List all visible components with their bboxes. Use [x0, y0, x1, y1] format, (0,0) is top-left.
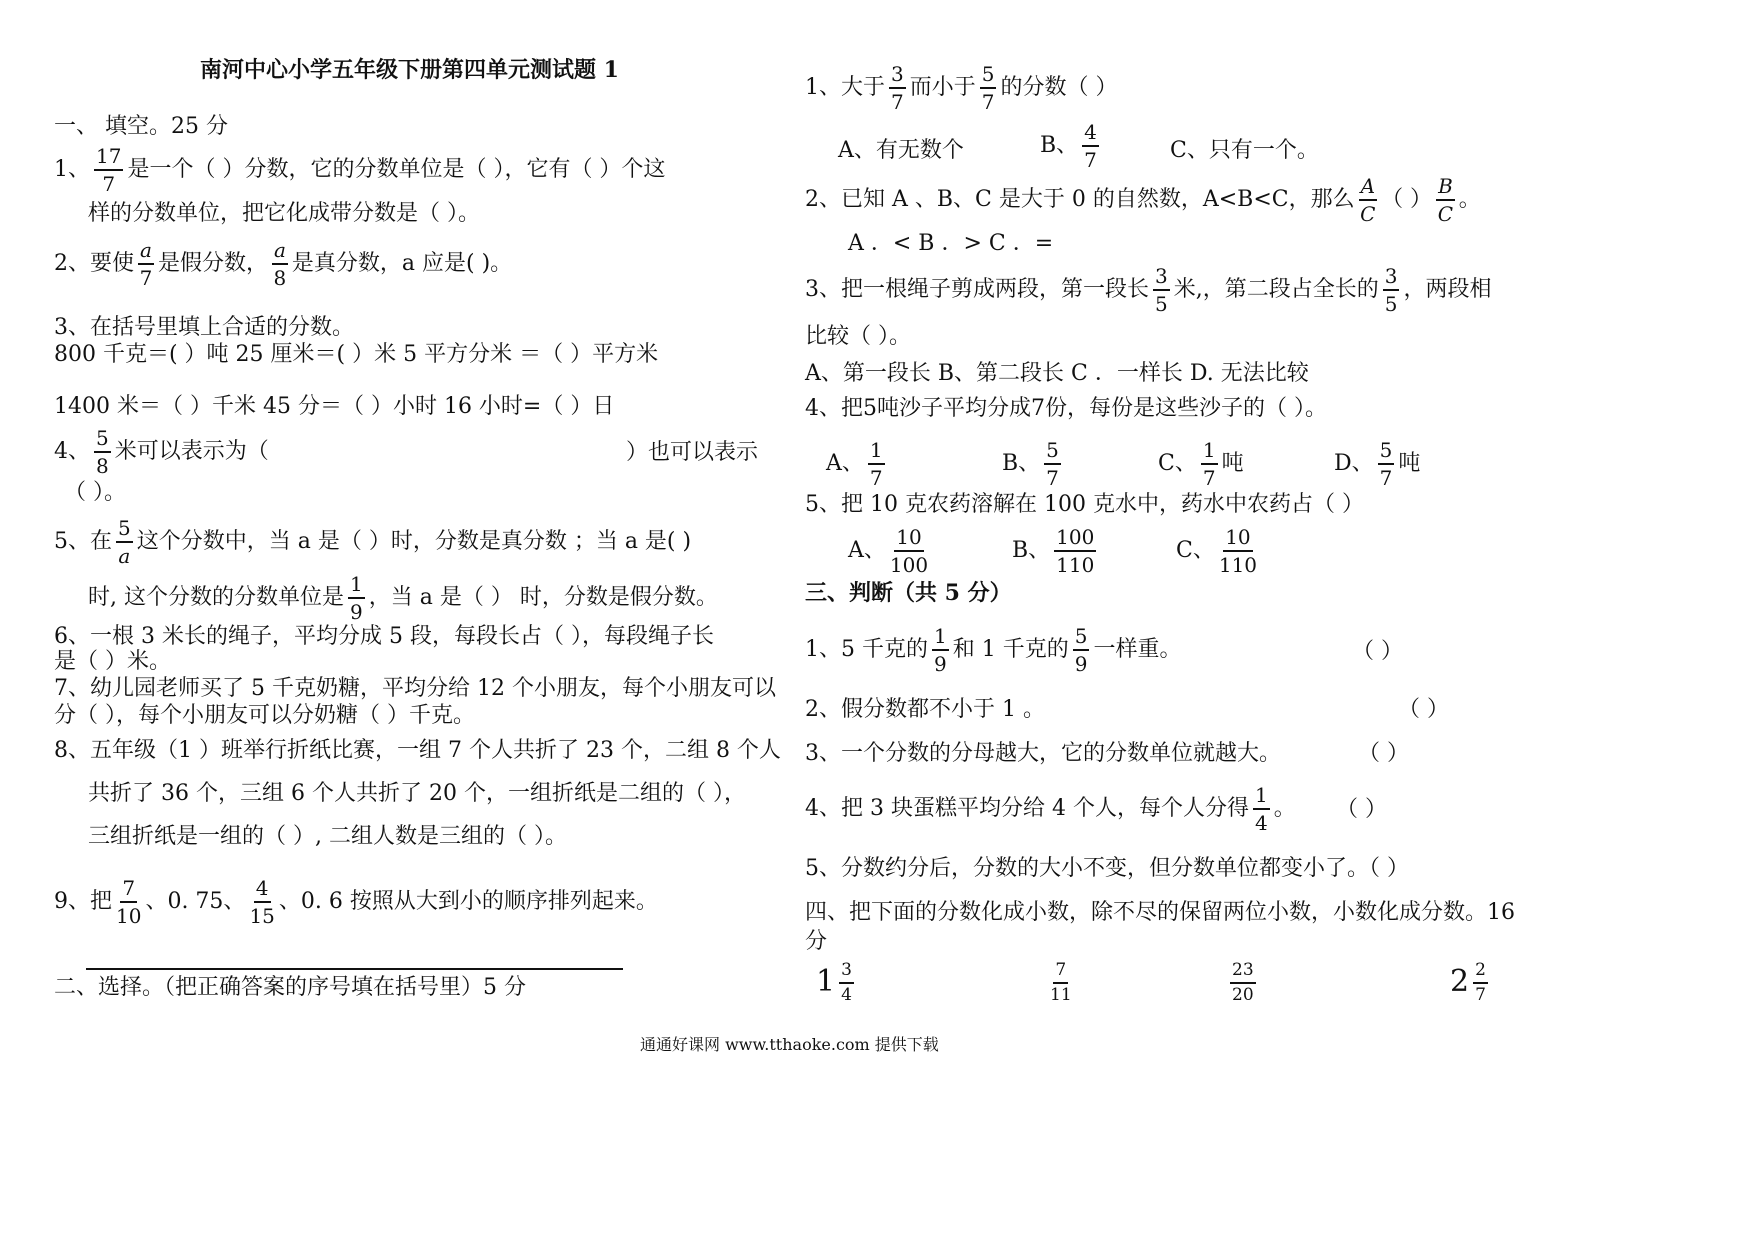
- choice-question-4: 4、把5吨沙子平均分成7份，每份是这些沙子的（ ）。: [805, 396, 1327, 421]
- fill-question-3-row1: 800 千克＝( ）吨 25 厘米＝( ）米 5 平方分米 ＝（ ）平方米: [54, 342, 659, 367]
- fraction: $\frac{17}{7}$: [96, 144, 122, 196]
- section-4-heading-line2: 分: [805, 929, 828, 954]
- choice-question-5: 5、把 10 克农药溶解在 100 克水中，药水中农药占（ ）: [805, 492, 1364, 517]
- fill-question-8-line3: 三组折纸是一组的（ ）, 二组人数是三组的（ ）。: [88, 824, 567, 849]
- choice-1-option-c: C、只有一个。: [1170, 138, 1319, 163]
- judge-question-4: 4、把 3 块蛋糕平均分给 4 个人，每个人分得 $\frac{1}{4}$ 。: [805, 783, 1296, 835]
- choice-5-option-a: A、 $\frac{10}{100}$: [848, 525, 929, 577]
- choice-1-option-b: B、 $\frac{4}{7}$: [1040, 120, 1097, 172]
- fill-question-3-row2: 1400 米＝（ ）千米 45 分＝（ ）小时 16 小时=（ ）日: [54, 394, 615, 419]
- section-2-heading: 二、选择。（把正确答案的序号填在括号里）5 分: [54, 975, 526, 1000]
- fill-question-2: 2、要使 $\frac{a}{7}$ 是假分数， $\frac{a}{8}$ 是真分数，a 应是( )。: [54, 238, 513, 290]
- divider-line: [86, 968, 623, 970]
- judge-2-answer-paren: （ ）: [1398, 697, 1449, 722]
- fill-question-5: 5、在 $\frac{5}{a}$ 这个分数中，当 a 是（ ）时，分数是真分数 ；当 a 是( ): [54, 516, 692, 568]
- judge-question-5: 5、分数约分后，分数的大小不变，但分数单位都变小了。（ ）: [805, 856, 1409, 881]
- fill-question-1: 1、 $\frac{17}{7}$ 是一个（ ）分数，它的分数单位是（ ），它有（ ）个这: [54, 144, 666, 196]
- fill-question-4-line2: （ ）。: [64, 480, 126, 505]
- choice-question-3: 3、把一根绳子剪成两段，第一段长 $\frac{3}{5}$ 米,，第二段占全长的 $\frac{3}{5}$ ，两段相: [805, 264, 1492, 316]
- fill-question-9: 9、把 $\frac{7}{10}$ 、0. 75、 $\frac{4}{15}$ 、0. 6 按照从大到小的顺序排列起来。: [54, 876, 658, 928]
- fill-question-4-tail: ）也可以表示: [626, 440, 759, 465]
- choice-5-option-b: B、 $\frac{100}{110}$: [1012, 525, 1095, 577]
- fill-question-6-line2: 是（ ）米。: [54, 649, 171, 674]
- choice-4-option-c: C、 $\frac{1}{7}$ 吨: [1158, 438, 1244, 490]
- choice-question-1: 1、大于 $\frac{3}{7}$ 而小于 $\frac{5}{7}$ 的分数（ ）: [805, 62, 1118, 114]
- page-footer: 通通好课网 www.tthaoke.com 提供下载: [640, 1035, 939, 1054]
- section-3-heading: 三、判断（共 5 分）: [805, 580, 1012, 606]
- convert-item-2: $\frac{7}{11}$: [1050, 960, 1072, 1005]
- choice-4-option-d: D、 $\frac{5}{7}$ 吨: [1334, 438, 1421, 490]
- choice-2-options: A ．< B ．> C ．=: [848, 231, 1054, 256]
- choice-4-option-a: A、 $\frac{1}{7}$: [826, 438, 883, 490]
- judge-3-answer-paren: （ ）: [1358, 741, 1409, 766]
- choice-question-3-line2: 比较（ ）。: [805, 324, 911, 349]
- section-4-heading: 四、把下面的分数化成小数，除不尽的保留两位小数，小数化成分数。16: [805, 900, 1515, 925]
- choice-1-option-a: A、有无数个: [838, 138, 964, 163]
- judge-1-answer-paren: （ ）: [1352, 639, 1403, 664]
- convert-item-1: 1 $\frac{3}{4}$: [816, 960, 852, 1005]
- page-title: 南河中心小学五年级下册第四单元测试题 1: [200, 57, 619, 83]
- fill-question-6: 6、一根 3 米长的绳子，平均分成 5 段，每段长占（ ），每段绳子长: [54, 624, 714, 649]
- judge-question-1: 1、5 千克的 $\frac{1}{9}$ 和 1 千克的 $\frac{5}{9}$ 一样重。: [805, 624, 1182, 676]
- fill-question-7: 7、幼儿园老师买了 5 千克奶糖，平均分给 12 个小朋友，每个小朋友可以: [54, 676, 776, 701]
- choice-4-option-b: B、 $\frac{5}{7}$: [1002, 438, 1059, 490]
- fill-question-1-line2: 样的分数单位，把它化成带分数是（ ）。: [88, 201, 480, 226]
- fill-question-5-line2: 时, 这个分数的分数单位是 $\frac{1}{9}$ ，当 a 是（ ） 时，分数是假分数。: [88, 572, 718, 624]
- judge-4-answer-paren: （ ）: [1336, 797, 1387, 822]
- choice-3-options: A、第一段长 B、第二段长 C ．一样长 D. 无法比较: [805, 361, 1309, 386]
- judge-question-3: 3、一个分数的分母越大，它的分数单位就越大。: [805, 741, 1281, 766]
- fill-question-8: 8、五年级（1 ）班举行折纸比赛，一组 7 个人共折了 23 个，二组 8 个人: [54, 738, 781, 763]
- section-1-heading: 一、 填空。25 分: [54, 114, 228, 139]
- fill-question-3: 3、在括号里填上合适的分数。: [54, 315, 354, 340]
- fill-question-4: 4、 $\frac{5}{8}$ 米可以表示为（: [54, 426, 269, 478]
- convert-item-3: $\frac{23}{20}$: [1232, 960, 1254, 1005]
- fill-question-8-line2: 共折了 36 个，三组 6 个人共折了 20 个，一组折纸是二组的（ ），: [88, 781, 746, 806]
- choice-question-2: 2、已知 A 、B、C 是大于 0 的自然数，A<B<C，那么 $\frac{A}{C}$ （ ） $\frac{B}{C}$ 。: [805, 174, 1481, 226]
- convert-item-4: 2 $\frac{2}{7}$: [1450, 960, 1486, 1005]
- fill-question-7-line2: 分（ ），每个小朋友可以分奶糖（ ）千克。: [54, 703, 475, 728]
- choice-5-option-c: C、 $\frac{10}{110}$: [1176, 525, 1258, 577]
- judge-question-2: 2、假分数都不小于 1 。: [805, 697, 1045, 722]
